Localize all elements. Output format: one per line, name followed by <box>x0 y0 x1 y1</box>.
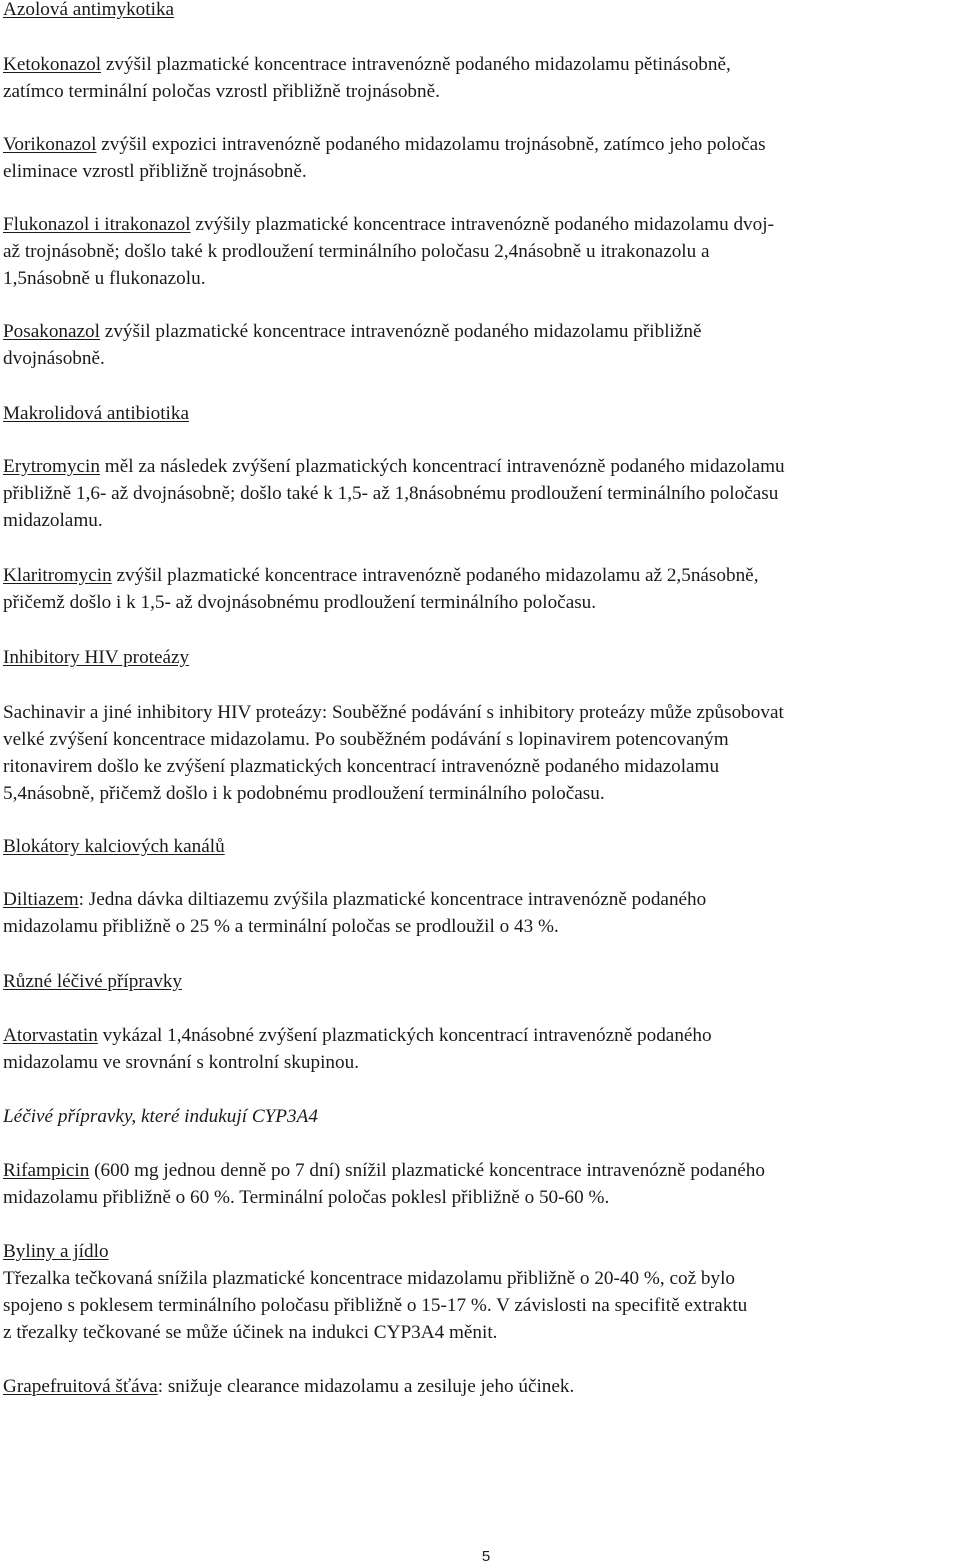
drug-grapefruit-juice: Grapefruitová šťáva <box>3 1376 158 1397</box>
drug-rifampicin: Rifampicin <box>3 1160 90 1181</box>
paragraph-clarithromycin: Klaritromycin zvýšil plazmatické koncentrace intravenózně podaného midazolamu až 2,5násobně, <box>3 565 759 586</box>
paragraph-line: midazolamu ve srovnání s kontrolní skupinou. <box>3 1052 359 1073</box>
paragraph-line: spojeno s poklesem terminálního poločasu přibližně o 15-17 %. V závislosti na specifitě extraktu <box>3 1295 748 1316</box>
paragraph-ketoconazole: Ketokonazol zvýšil plazmatické koncentrace intravenózně podaného midazolamu pětinásobně, <box>3 54 731 75</box>
drug-atorvastatin: Atorvastatin <box>3 1025 98 1046</box>
paragraph-diltiazem: Diltiazem: Jedna dávka diltiazemu zvýšila plazmatické koncentrace intravenózně podaného <box>3 889 707 910</box>
heading-azoles: Azolová antimykotika <box>3 0 175 20</box>
paragraph-line: ritonavirem došlo ke zvýšení plazmatických koncentrací intravenózně podaného midazolamu <box>3 756 720 777</box>
heading-various-drugs: Různé léčivé přípravky <box>3 971 183 992</box>
page-number: 5 <box>481 1548 491 1565</box>
paragraph-line: 5,4násobně, přičemž došlo i k podobnému prodloužení terminálního poločasu. <box>3 783 605 804</box>
heading-calcium-channel-blockers: Blokátory kalciových kanálů <box>3 836 225 857</box>
paragraph-grapefruit: Grapefruitová šťáva: snižuje clearance midazolamu a zesiluje jeho účinek. <box>3 1376 575 1397</box>
paragraph-voriconazole: Vorikonazol zvýšil expozici intravenózně podaného midazolamu trojnásobně, zatímco jeho poločas <box>3 134 766 155</box>
heading-macrolides: Makrolidová antibiotika <box>3 403 189 424</box>
paragraph-st-johns-wort: Třezalka tečkovaná snížila plazmatické koncentrace midazolamu přibližně o 20-40 %, což bylo <box>3 1268 736 1289</box>
paragraph-line: z třezalky tečkované se může účinek na indukci CYP3A4 měnit. <box>3 1322 498 1343</box>
paragraph-line: přibližně 1,6- až dvojnásobně; došlo také k 1,5- až 1,8násobnému prodloužení terminálního poločasu <box>3 483 779 504</box>
paragraph-line: midazolamu přibližně o 60 %. Terminální poločas poklesl přibližně o 50-60 %. <box>3 1187 610 1208</box>
paragraph-saquinavir: Sachinavir a jiné inhibitory HIV proteázy: Souběžné podávání s inhibitory proteázy může způsobovat <box>3 702 784 723</box>
paragraph-line: midazolamu přibližně o 25 % a terminální poločas se prodloužil o 43 %. <box>3 916 559 937</box>
drug-voriconazole: Vorikonazol <box>3 134 97 155</box>
paragraph-fluconazole: Flukonazol i itrakonazol zvýšily plazmatické koncentrace intravenózně podaného midazolamu dvoj- <box>3 214 774 235</box>
paragraph-line: velké zvýšení koncentrace midazolamu. Po souběžném podávání s lopinavirem potencovaným <box>3 729 729 750</box>
paragraph-atorvastatin: Atorvastatin vykázal 1,4násobné zvýšení plazmatických koncentrací intravenózně podaného <box>3 1025 712 1046</box>
paragraph-rifampicin: Rifampicin (600 mg jednou denně po 7 dní) snížil plazmatické koncentrace intravenózně podaného <box>3 1160 765 1181</box>
paragraph-line: eliminace vzrostl přibližně trojnásobně. <box>3 161 307 182</box>
paragraph-line: zatímco terminální poločas vzrostl přibližně trojnásobně. <box>3 81 440 102</box>
paragraph-posaconazole: Posakonazol zvýšil plazmatické koncentrace intravenózně podaného midazolamu přibližně <box>3 321 702 342</box>
heading-herbs-and-food: Byliny a jídlo <box>3 1241 109 1262</box>
paragraph-line: 1,5násobně u flukonazolu. <box>3 268 206 289</box>
drug-fluconazole-itraconazole: Flukonazol i itrakonazol <box>3 214 191 235</box>
heading-cyp3a4-inducers: Léčivé přípravky, které indukují CYP3A4 <box>3 1106 318 1127</box>
drug-posaconazole: Posakonazol <box>3 321 100 342</box>
drug-diltiazem: Diltiazem <box>3 889 79 910</box>
drug-clarithromycin: Klaritromycin <box>3 565 112 586</box>
paragraph-line: až trojnásobně; došlo také k prodloužení terminálního poločasu 2,4násobně u itrakonazolu a <box>3 241 710 262</box>
paragraph-line: přičemž došlo i k 1,5- až dvojnásobnému prodloužení terminálního poločasu. <box>3 592 597 613</box>
drug-ketoconazole: Ketokonazol <box>3 54 102 75</box>
paragraph-line: dvojnásobně. <box>3 348 105 369</box>
paragraph-erythromycin: Erytromycin měl za následek zvýšení plazmatických koncentrací intravenózně podaného midazolamu <box>3 456 785 477</box>
paragraph-line: midazolamu. <box>3 510 103 531</box>
heading-hiv-protease-inhibitors: Inhibitory HIV proteázy <box>3 647 190 668</box>
drug-erythromycin: Erytromycin <box>3 456 100 477</box>
